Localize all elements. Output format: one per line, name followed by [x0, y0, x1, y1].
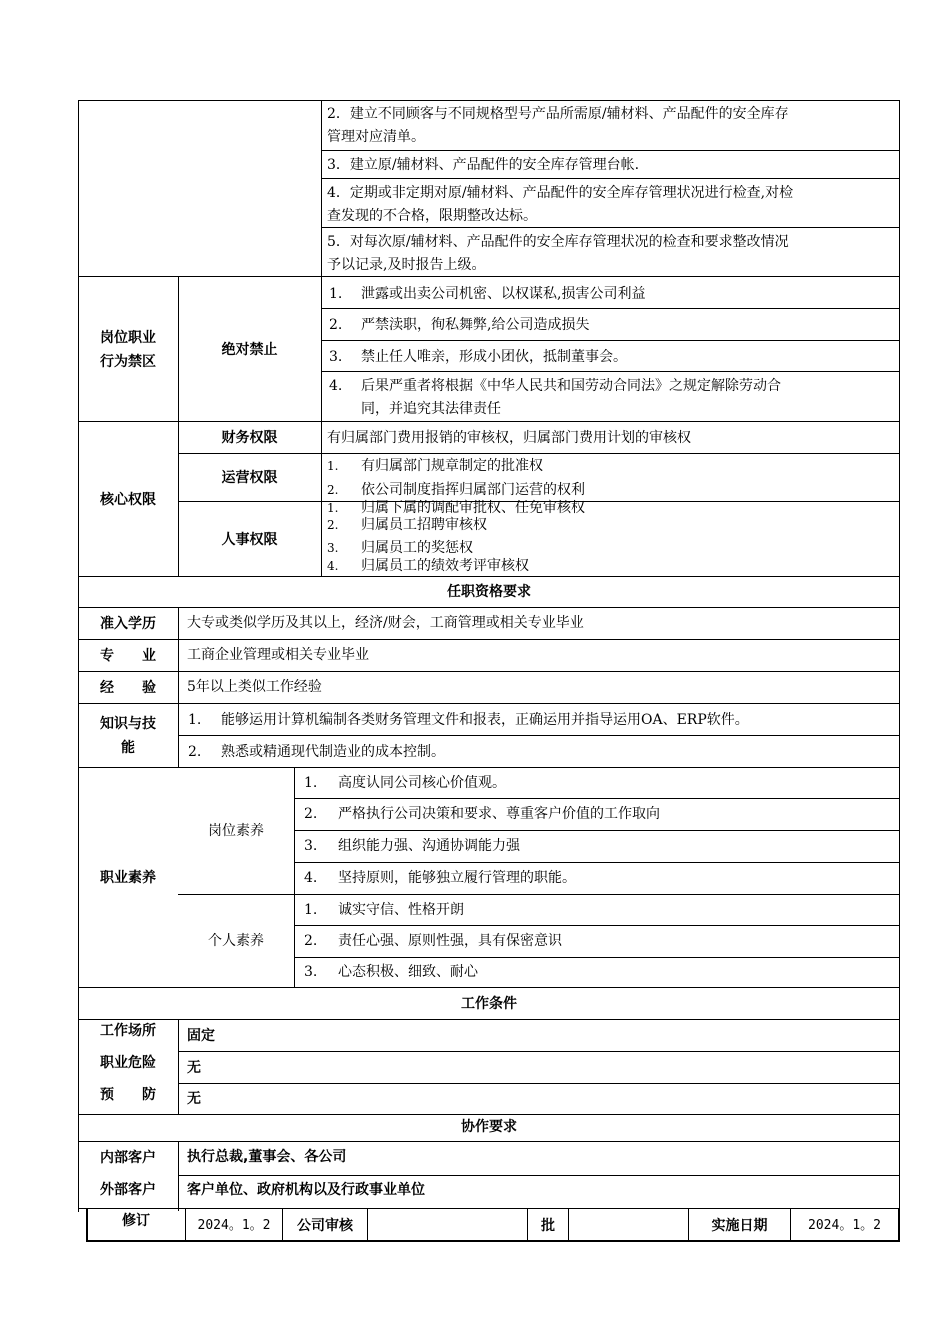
personal-quality-label: 个人素养 [208, 933, 264, 949]
post-quality-number: 3. [304, 838, 318, 854]
major-text: 工商企业管理或相关专业毕业 [187, 647, 369, 663]
prohibition-section-label-2: 行为禁区 [100, 354, 156, 370]
hr-item-number: 3. [327, 541, 339, 555]
skills-label-1: 知识与技 [100, 716, 156, 732]
education-text: 大专或类似学历及其以上，经济/财会，工商管理或相关专业毕业 [187, 615, 584, 631]
hr-item-number: 2. [327, 518, 339, 532]
workplace-label: 工作场所 [100, 1023, 156, 1039]
personal-quality-text: 心态积极、细致、耐心 [338, 964, 478, 980]
internal-client-label: 内部客户 [100, 1150, 156, 1166]
personal-quality-number: 3. [304, 964, 318, 980]
prohibition-item-text: 禁止任人唯亲，形成小团伙，抵制董事会。 [361, 349, 627, 365]
cooperation-header: 协作要求 [461, 1119, 517, 1135]
hr-item-text: 归属员工招聘审核权 [361, 517, 487, 533]
risk-text: 无 [187, 1060, 201, 1076]
major-label: 专 业 [100, 648, 156, 664]
personal-quality-number: 2. [304, 933, 318, 949]
ops-item-text: 有归属部门规章制定的批准权 [361, 458, 543, 474]
education-label: 准入学历 [100, 616, 156, 632]
external-client-text: 客户单位、政府机构以及行政事业单位 [187, 1182, 425, 1198]
skill-item-text: 能够运用计算机编制各类财务管理文件和报表，正确运用并指导运用OA、ERP软件。 [221, 712, 749, 728]
prohibition-item-number: 2. [329, 317, 343, 333]
prohibition-item-text: 严禁渎职，徇私舞弊,给公司造成损失 [361, 317, 590, 333]
revision-label: 修订 [122, 1213, 150, 1229]
duty-item-5-line2: 予以记录,及时报告上级。 [327, 257, 486, 273]
hr-item-text: 归属员工的绩效考评审核权 [361, 558, 529, 574]
prohibition-sub-label: 绝对禁止 [221, 342, 278, 358]
prohibition-section-label-1: 岗位职业 [100, 330, 156, 346]
finance-rights-text: 有归属部门费用报销的审核权，归属部门费用计划的审核权 [327, 430, 691, 446]
duty-item-2-line2: 管理对应清单。 [327, 129, 425, 145]
post-quality-number: 2. [304, 806, 318, 822]
post-quality-label: 岗位素养 [208, 823, 264, 839]
implementation-date-label: 实施日期 [711, 1218, 768, 1234]
post-quality-text: 组织能力强、沟通协调能力强 [338, 838, 520, 854]
ops-item-number: 1. [327, 459, 339, 473]
skill-item-text: 熟悉或精通现代制造业的成本控制。 [221, 744, 445, 760]
skills-label-2: 能 [121, 740, 135, 756]
experience-text: 5年以上类似工作经验 [187, 679, 322, 695]
prevention-text: 无 [187, 1091, 201, 1107]
revision-date: 2024。1。2 [197, 1218, 271, 1233]
workplace-text: 固定 [187, 1028, 215, 1044]
prohibition-item-number: 4. [329, 378, 343, 394]
personal-quality-number: 1. [304, 902, 318, 918]
duty-item-3: 3．建立原/辅材料、产品配件的安全库存管理台帐. [327, 157, 640, 173]
approve-label: 批 [541, 1218, 555, 1234]
duty-item-2-line1: 2．建立不同顾客与不同规格型号产品所需原/辅材料、产品配件的安全库存 [327, 106, 789, 122]
prohibition-item-text: 泄露或出卖公司机密、以权谋私,损害公司利益 [361, 286, 646, 302]
duty-item-4-line1: 4．定期或非定期对原/辅材料、产品配件的安全库存管理状况进行检查,对检 [327, 185, 794, 201]
prohibition-item-number: 1. [329, 286, 343, 302]
post-quality-number: 1. [304, 775, 318, 791]
duty-item-4-line2: 查发现的不合格，限期整改达标。 [327, 208, 537, 224]
internal-client-text: 执行总裁,董事会、各公司 [187, 1149, 347, 1165]
prohibition-item-number: 3. [329, 349, 343, 365]
skill-item-number: 2. [188, 744, 202, 760]
risk-label: 职业危险 [100, 1055, 156, 1071]
prohibition-item-text-cont: 同，并追究其法律责任 [361, 401, 501, 417]
prevention-label: 预 防 [100, 1087, 156, 1103]
hr-rights-label: 人事权限 [221, 532, 278, 548]
post-quality-number: 4. [304, 870, 318, 886]
core-rights-label: 核心权限 [100, 492, 156, 508]
company-audit-label: 公司审核 [297, 1218, 353, 1234]
hr-item-text: 归属下属的调配审批权、任免审核权 [361, 500, 585, 516]
hr-item-number: 4. [327, 559, 339, 573]
quality-section-label: 职业素养 [100, 870, 156, 886]
personal-quality-text: 责任心强、原则性强，具有保密意识 [338, 933, 562, 949]
hr-item-text: 归属员工的奖惩权 [361, 540, 473, 556]
hr-item-number: 1. [327, 501, 339, 515]
prohibition-item-text: 后果严重者将根据《中华人民共和国劳动合同法》之规定解除劳动合 [361, 378, 781, 394]
qualification-header: 任职资格要求 [447, 584, 531, 600]
implementation-date: 2024。1。2 [808, 1218, 881, 1233]
post-quality-text: 高度认同公司核心价值观。 [338, 775, 506, 791]
external-client-label: 外部客户 [100, 1182, 156, 1198]
ops-item-number: 2. [327, 483, 339, 497]
finance-rights-label: 财务权限 [221, 430, 278, 446]
experience-label: 经 验 [100, 680, 156, 696]
work-conditions-header: 工作条件 [461, 996, 517, 1012]
personal-quality-text: 诚实守信、性格开朗 [338, 902, 464, 918]
skill-item-number: 1. [188, 712, 202, 728]
post-quality-text: 严格执行公司决策和要求、尊重客户价值的工作取向 [338, 806, 660, 822]
duty-item-5-line1: 5．对每次原/辅材料、产品配件的安全库存管理状况的检查和要求整改情况 [327, 234, 789, 250]
ops-item-text: 依公司制度指挥归属部门运营的权利 [361, 482, 585, 498]
post-quality-text: 坚持原则，能够独立履行管理的职能。 [338, 870, 576, 886]
ops-rights-label: 运营权限 [221, 470, 278, 486]
